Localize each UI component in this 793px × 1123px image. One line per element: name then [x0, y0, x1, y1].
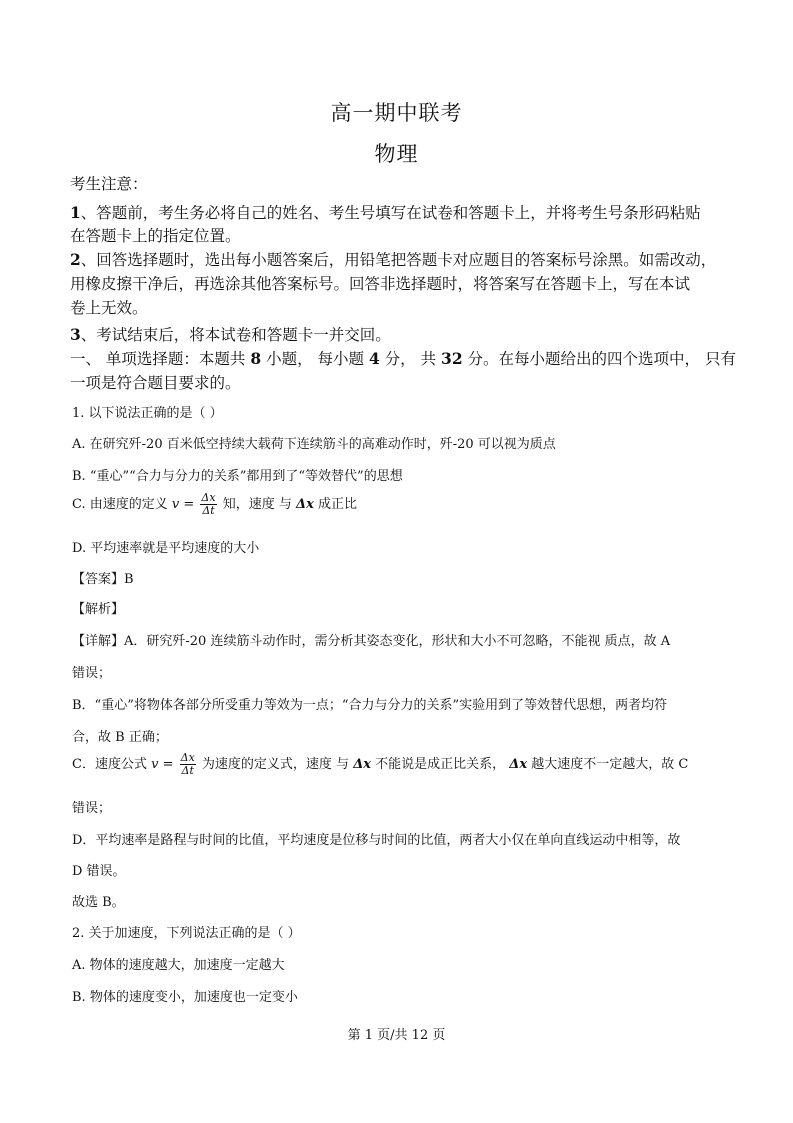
fraction-numerator: Δx: [180, 751, 195, 764]
item-number: 3: [70, 325, 81, 344]
notice-item-2-cont: 卷上无效。: [70, 299, 148, 317]
option-b: B. 物体的速度变小，加速度也一定变小: [72, 990, 298, 1005]
fraction-numerator: Δx: [201, 491, 216, 504]
fraction-denominator: Δt: [202, 504, 215, 517]
item-number: 1: [70, 203, 81, 222]
notice-item-2: [70, 248, 716, 270]
notice-item-2-cont: 用橡皮擦干净后，再选涂其他答案标号。回答非选择题时，将答案写在答题卡上，写在本试: [70, 275, 691, 293]
explanation-b: B．“重心”将物体各部分所受重力等效为一点；“合力与分力的关系”实验用到了等效替代思想，两者均符: [72, 698, 668, 713]
text-line: 、考试结束后，将本试卷和答题卡一并交回。: [80, 326, 391, 344]
text-part: C．速度公式: [72, 757, 152, 772]
velocity-fraction: [200, 492, 216, 517]
text-part: 不能说是成正比关系，: [371, 757, 510, 772]
option-b: B. “重心”“合力与分力的关系”都用到了“等效替代”的思想: [72, 469, 403, 484]
option-c: [72, 492, 357, 517]
notice-item-3: [70, 323, 391, 345]
text-part: 成正比: [313, 497, 357, 512]
delta-x: Δx: [509, 757, 528, 772]
text-part: 知，速度 与: [218, 497, 296, 512]
option-a: A. 物体的速度越大，加速度一定越大: [72, 958, 285, 973]
question-count: 8: [250, 349, 262, 368]
text-part: 小题， 每小题: [261, 350, 369, 368]
fraction-denominator: Δt: [181, 764, 194, 777]
analysis-heading: 【解析】: [72, 602, 125, 617]
velocity-fraction: [180, 752, 196, 777]
equals-sign: =: [158, 757, 178, 772]
explanation-c-cont: 错误；: [72, 801, 112, 816]
explanation-c: [72, 752, 688, 777]
explanation-b-cont: 合，故 B 正确；: [72, 730, 168, 745]
notice-heading: 考生注意：: [70, 175, 148, 193]
text-part: 一、 单项选择题：本题共: [70, 350, 251, 368]
page-footer: 第 1 页/共 12 页: [347, 1028, 446, 1043]
explanation-a-cont: 错误；: [72, 666, 112, 681]
equals-sign: =: [179, 497, 199, 512]
explanation-d: D．平均速率是路程与时间的比值，平均速度是位移与时间的比值，两者大小仅在单向直线运动中相等，故: [72, 833, 681, 848]
text-line: 、答题前，考生务必将自己的姓名、考生号填写在试卷和答题卡上，并将考生号条形码粘贴: [80, 204, 701, 222]
exam-title: 高一期中联考: [330, 101, 463, 125]
subject-title: 物理: [374, 142, 419, 166]
text-part: 分， 共: [379, 350, 442, 368]
delta-x: Δx: [353, 757, 372, 772]
answer-line: 【答案】B: [72, 572, 134, 587]
explanation-d-cont: D 错误。: [72, 864, 126, 879]
option-d: D. 平均速率就是平均速度的大小: [72, 541, 260, 556]
text-part: 为速度的定义式，速度 与: [197, 757, 354, 772]
points-total: 32: [441, 349, 463, 368]
question-stem: 1. 以下说法正确的是（ ）: [72, 406, 223, 421]
points-each: 4: [368, 349, 380, 368]
text-part: 越大速度不一定越大，故 C: [527, 757, 689, 772]
variable-v: v: [151, 757, 159, 772]
item-number: 2: [70, 250, 81, 269]
delta-x: Δx: [295, 497, 314, 512]
variable-v: v: [171, 497, 180, 512]
notice-item-1: [70, 201, 701, 223]
notice-item-1-cont: 在答题卡上的指定位置。: [70, 227, 241, 245]
explanation-a: 【详解】A．研究歼-20 连续筋斗动作时，需分析其姿态变化，形状和大小不可忽略，不能视 质点，故 A: [72, 634, 671, 649]
conclusion: 故选 B。: [72, 895, 125, 910]
text-part: 分。在每小题给出的四个选项中， 只有: [462, 350, 736, 368]
option-a: A. 在研究歼-20 百米低空持续大载荷下连续筋斗的高难动作时，歼-20 可以视为质点: [72, 437, 556, 452]
section-heading: [70, 347, 736, 369]
section-heading-cont: 一项是符合题目要求的。: [70, 374, 241, 392]
question-stem: 2. 关于加速度，下列说法正确的是（ ）: [72, 926, 301, 941]
text-part: C. 由速度的定义: [72, 497, 172, 512]
text-line: 、回答选择题时，选出每小题答案后，用铅笔把答题卡对应题目的答案标号涂黑。如需改动，: [80, 251, 717, 269]
